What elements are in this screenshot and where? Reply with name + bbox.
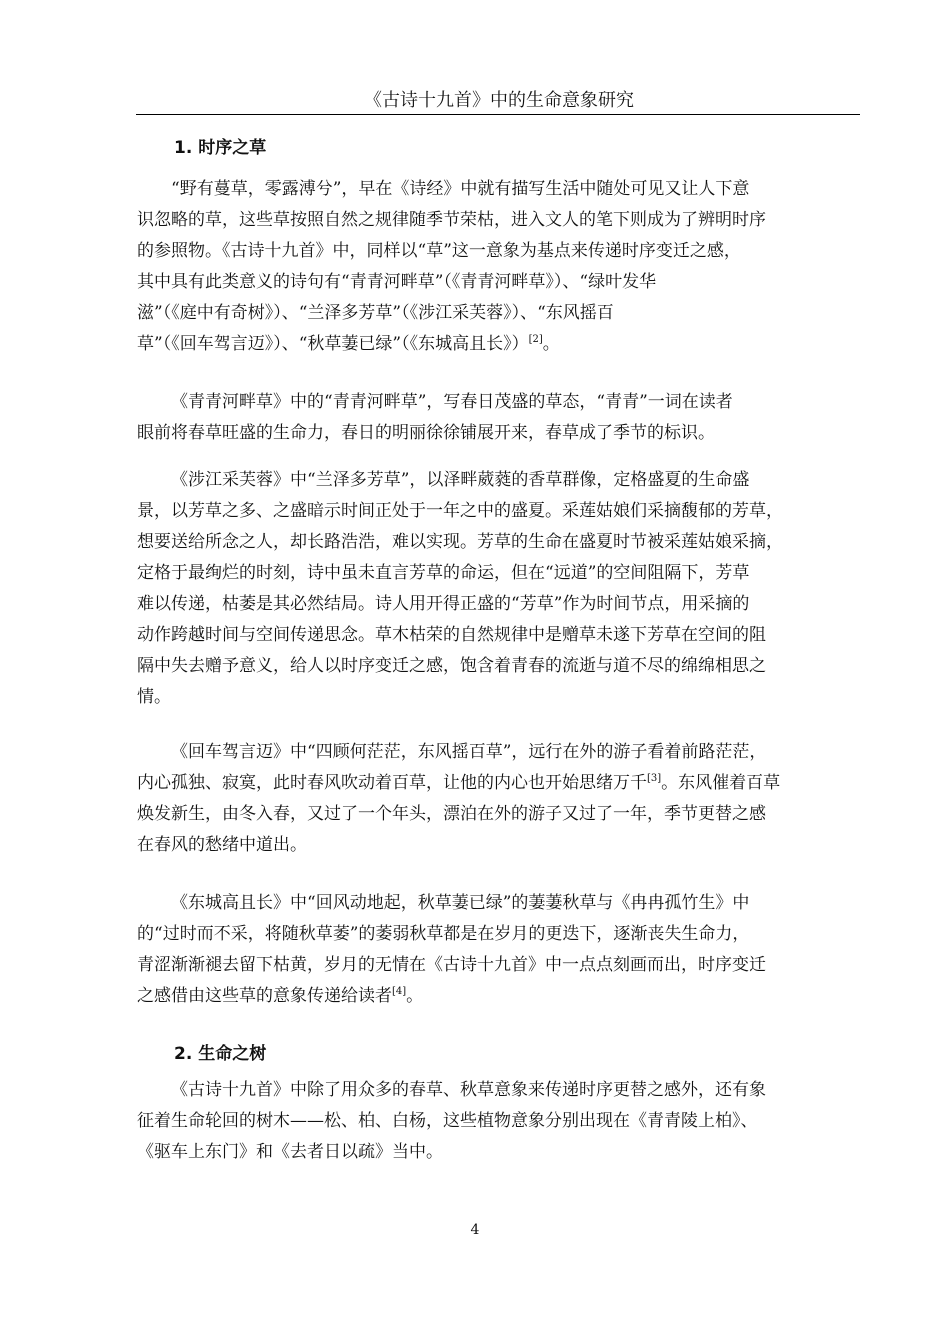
text-line: 想要送给所念之人，却长路浩浩，难以实现。芳草的生命在盛夏时节被采莲姑娘采摘， xyxy=(137,532,783,552)
page-number: 4 xyxy=(470,1222,480,1238)
citation-ref: [4] xyxy=(392,986,407,997)
line-text: 。 xyxy=(542,334,560,354)
text-line: 焕发新生，由冬入春，又过了一个年头，漂泊在外的游子又过了一年，季节更替之感 xyxy=(137,804,766,824)
line-text: 。 xyxy=(406,986,424,1006)
paragraph-4 xyxy=(137,737,858,861)
header-rule xyxy=(136,114,860,115)
paragraph-5 xyxy=(137,888,858,1012)
citation-ref: [2] xyxy=(528,334,543,345)
text-line: 动作跨越时间与空间传递思念。草木枯荣的自然规律中是赠草未遂下芳草在空间的阻 xyxy=(137,625,766,645)
text-line: 《驱车上东门》和《去者日以疏》当中。 xyxy=(137,1142,443,1162)
text-line: 《回车驾言迈》中“四顾何茫茫，东风摇百草”，远行在外的游子看着前路茫茫， xyxy=(171,742,767,762)
text-line: 《东城高且长》中“回风动地起，秋草萋已绿”的萋萋秋草与《冉冉孤竹生》中 xyxy=(171,893,750,913)
line-text: 之感借由这些草的意象传递给读者 xyxy=(137,986,392,1006)
text-line: 难以传递，枯萎是其必然结局。诗人用开得正盛的“芳草”作为时间节点，用采摘的 xyxy=(137,594,750,614)
text-line: 的“过时而不采，将随秋草萎”的萎弱秋草都是在岁月的更迭下，逐渐丧失生命力， xyxy=(137,924,750,944)
paragraph-6 xyxy=(137,1075,858,1168)
section-heading-2: 2. 生命之树 xyxy=(174,1044,267,1064)
paragraph-1 xyxy=(137,174,858,360)
text-line: 景，以芳草之多、之盛暗示时间正处于一年之中的盛夏。采莲姑娘们采摘馥郁的芳草， xyxy=(137,501,783,521)
text-line: 《古诗十九首》中除了用众多的春草、秋草意象来传递时序更替之感外，还有象 xyxy=(171,1080,766,1100)
running-header: 《古诗十九首》中的生命意象研究 xyxy=(364,90,634,111)
line-text: 内心孤独、寂寞，此时春风吹动着百草，让他的内心也开始思绪万千 xyxy=(137,773,647,793)
text-line: 隔中失去赠予意义，给人以时序变迁之感，饱含着青春的流逝与道不尽的绵绵相思之 xyxy=(137,656,766,676)
section-heading-1: 1. 时序之草 xyxy=(174,138,267,158)
line-text: 草”（《回车驾言迈》）、“秋草萋已绿”（《东城高且长》） xyxy=(137,334,529,354)
text-line: 的参照物。《古诗十九首》中，同样以“草”这一意象为基点来传递时序变迁之感， xyxy=(137,241,741,261)
text-line: 《青青河畔草》中的“青青河畔草”，写春日茂盛的草态，“青青”一词在读者 xyxy=(171,392,733,412)
text-line: 《涉江采芙蓉》中“兰泽多芳草”，以泽畔葳蕤的香草群像，定格盛夏的生命盛 xyxy=(171,470,750,490)
citation-ref: [3] xyxy=(647,773,662,784)
text-line: 青涩渐渐褪去留下枯黄，岁月的无情在《古诗十九首》中一点点刻画而出，时序变迁 xyxy=(137,955,766,975)
text-line xyxy=(137,981,858,1012)
text-line xyxy=(137,329,858,360)
paragraph-3 xyxy=(137,465,858,713)
line-text: 。东风催着百草 xyxy=(661,773,781,793)
text-line: 眼前将春草旺盛的生命力，春日的明丽徐徐铺展开来，春草成了季节的标识。 xyxy=(137,423,715,443)
text-line: 情。 xyxy=(137,687,171,707)
text-line: 其中具有此类意义的诗句有“青青河畔草”（《青青河畔草》）、“绿叶发华 xyxy=(137,272,657,292)
text-line: 识忽略的草，这些草按照自然之规律随季节荣枯，进入文人的笔下则成为了辨明时序 xyxy=(137,210,766,230)
text-line: 在春风的愁绪中道出。 xyxy=(137,835,307,855)
text-line: 滋”（《庭中有奇树》）、“兰泽多芳草”（《涉江采芙蓉》）、“东风摇百 xyxy=(137,303,614,323)
text-line: 定格于最绚烂的时刻，诗中虽未直言芳草的命运，但在“远道”的空间阻隔下，芳草 xyxy=(137,563,750,583)
text-line: 征着生命轮回的树木——松、柏、白杨，这些植物意象分别出现在《青青陵上柏》、 xyxy=(137,1111,758,1131)
text-line xyxy=(137,768,858,799)
paragraph-2 xyxy=(137,387,858,449)
text-line: “野有蔓草，零露溥兮”，早在《诗经》中就有描写生活中随处可见又让人下意 xyxy=(171,179,750,199)
